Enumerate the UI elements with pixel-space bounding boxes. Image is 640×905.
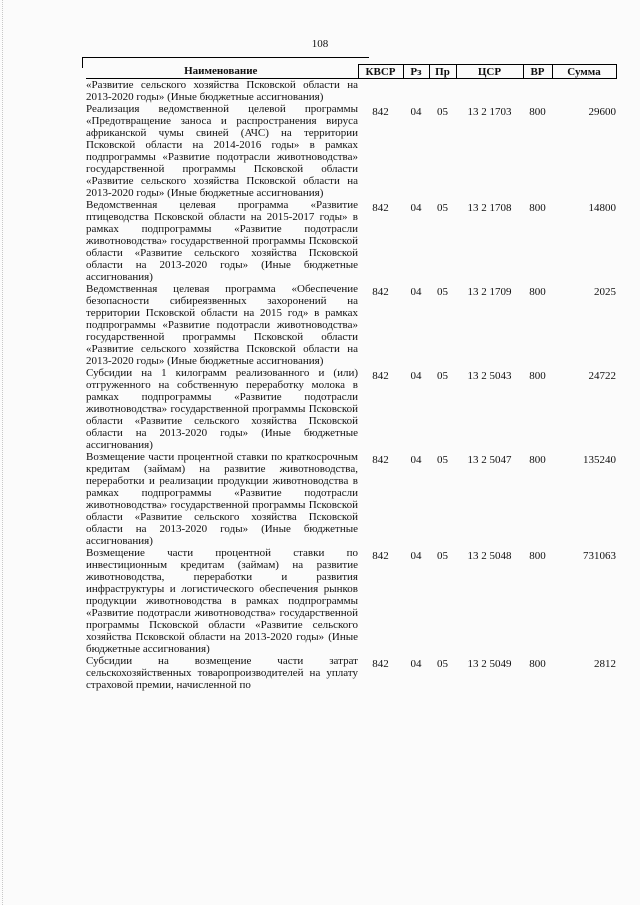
column-header-csr: ЦСР <box>456 65 523 79</box>
column-header-rz: Рз <box>403 65 429 79</box>
cell-name: Субсидии на 1 килограмм реализованного и (или) отгруженного на собственную переработку молока в рамках подпрограммы «Развитие подотрасли животноводства» государственной программы Псковской области «Развитие сельского хозяйства Псковской области на 2013-2020 годы» (Иные бюджетные ассигнования) <box>86 367 358 451</box>
cell-pr: 05 <box>437 202 448 214</box>
table-row <box>86 103 616 199</box>
cell-csr: 13 2 5049 <box>467 658 512 670</box>
cell-csr: 13 2 1708 <box>467 202 512 214</box>
table-row <box>86 547 616 655</box>
cell-pr: 05 <box>437 370 448 382</box>
continuation-row <box>86 79 616 104</box>
cell-csr: 13 2 5048 <box>467 550 512 562</box>
cell-rz: 04 <box>410 106 422 118</box>
table-row <box>86 367 616 451</box>
cell-kvsr: 842 <box>372 286 389 298</box>
cell-kvsr: 842 <box>372 550 389 562</box>
cell-pr: 05 <box>437 106 448 118</box>
cell-sum: 24722 <box>588 370 616 382</box>
cell-csr: 13 2 5047 <box>467 454 512 466</box>
column-header-sum: Сумма <box>552 65 616 79</box>
cell-vr: 800 <box>529 370 546 382</box>
cell-sum: 731063 <box>583 550 616 562</box>
table-row <box>86 655 616 691</box>
cell-vr: 800 <box>529 658 546 670</box>
cell-pr: 05 <box>437 286 448 298</box>
column-header-kvsr: КВСР <box>358 65 403 79</box>
scan-edge-line <box>2 0 3 905</box>
cell-name: Реализация ведомственной целевой программы «Предотвращение заноса и распространения вируса африканской чумы свиней (АЧС) на территории Псковской области на 2014-2016 годы» в рамках подпрограммы «Развитие подотрасли животноводства» государственной программы Псковской области «Развитие сельского хозяйства Псковской области на 2013-2020 годы» (Иные бюджетные ассигнования) <box>86 103 358 199</box>
cell-vr: 800 <box>529 286 546 298</box>
cell-kvsr: 842 <box>372 658 389 670</box>
budget-table <box>86 64 617 691</box>
cell-vr: 800 <box>529 454 546 466</box>
cell-rz: 04 <box>410 202 422 214</box>
cell-name: Ведомственная целевая программа «Развитие птицеводства Псковской области на 2015-2017 годы» в рамках подпрограммы «Развитие подотрасли животноводства» государственной программы Псковской области «Развитие сельского хозяйства Псковской области на 2013-2020 годы» (Иные бюджетные ассигнования) <box>86 199 358 283</box>
column-header-vr: ВР <box>523 65 552 79</box>
cell-rz: 04 <box>410 550 422 562</box>
cell-rz: 04 <box>410 286 422 298</box>
cell-pr: 05 <box>437 658 448 670</box>
cell-name: Субсидии на возмещение части затрат сельскохозяйственных товаропроизводителей на уплату страховой премии, начисленной по <box>86 655 358 691</box>
table-row <box>86 451 616 547</box>
table-header-row <box>86 65 616 79</box>
cell-csr: 13 2 5043 <box>467 370 512 382</box>
cell-sum: 2812 <box>594 658 616 670</box>
column-header-name: Наименование <box>86 65 358 79</box>
cell-sum: 2025 <box>594 286 616 298</box>
cell-rz: 04 <box>410 658 422 670</box>
cell-name: Возмещение части процентной ставки по инвестиционным кредитам (займам) на развитие животноводства, переработки и развития инфраструктуры и логистического обеспечения рынков продукции животноводства в рамках подпрограммы «Развитие подотрасли животноводства» государственной программы Псковской области «Развитие сельского хозяйства Псковской области на 2013-2020 годы» (Иные бюджетные ассигнования) <box>86 547 358 655</box>
cell-rz: 04 <box>410 370 422 382</box>
cell-vr: 800 <box>529 106 546 118</box>
cell-kvsr: 842 <box>372 454 389 466</box>
cell-kvsr: 842 <box>372 202 389 214</box>
cell-vr: 800 <box>529 550 546 562</box>
continuation-text: «Развитие сельского хозяйства Псковской области на 2013-2020 годы» (Иные бюджетные ассигнования) <box>86 79 358 103</box>
cell-csr: 13 2 1703 <box>467 106 512 118</box>
cell-name: Ведомственная целевая программа «Обеспечение безопасности сибиреязвенных захоронений на территории Псковской области на 2015 год» в рамках подпрограммы «Развитие подотрасли животноводства» государственной программы Псковской области «Развитие сельского хозяйства Псковской области на 2013-2020 годы» (Иные бюджетные ассигнования) <box>86 283 358 367</box>
table-row <box>86 199 616 283</box>
cell-csr: 13 2 1709 <box>467 286 512 298</box>
page-number: 108 <box>311 38 329 50</box>
cell-sum: 135240 <box>583 454 616 466</box>
column-header-pr: Пр <box>429 65 456 79</box>
cell-sum: 14800 <box>588 202 616 214</box>
cell-name: Возмещение части процентной ставки по краткосрочным кредитам (займам) на развитие животноводства, переработки и реализации продукции животноводства в рамках подпрограммы «Развитие подотрасли животноводства» государственной программы Псковской области «Развитие сельского хозяйства Псковской области на 2013-2020 годы» (Иные бюджетные ассигнования) <box>86 451 358 547</box>
cell-kvsr: 842 <box>372 370 389 382</box>
table-row <box>86 283 616 367</box>
cell-pr: 05 <box>437 550 448 562</box>
cell-pr: 05 <box>437 454 448 466</box>
cell-kvsr: 842 <box>372 106 389 118</box>
cell-rz: 04 <box>410 454 422 466</box>
cell-sum: 29600 <box>588 106 616 118</box>
cell-vr: 800 <box>529 202 546 214</box>
